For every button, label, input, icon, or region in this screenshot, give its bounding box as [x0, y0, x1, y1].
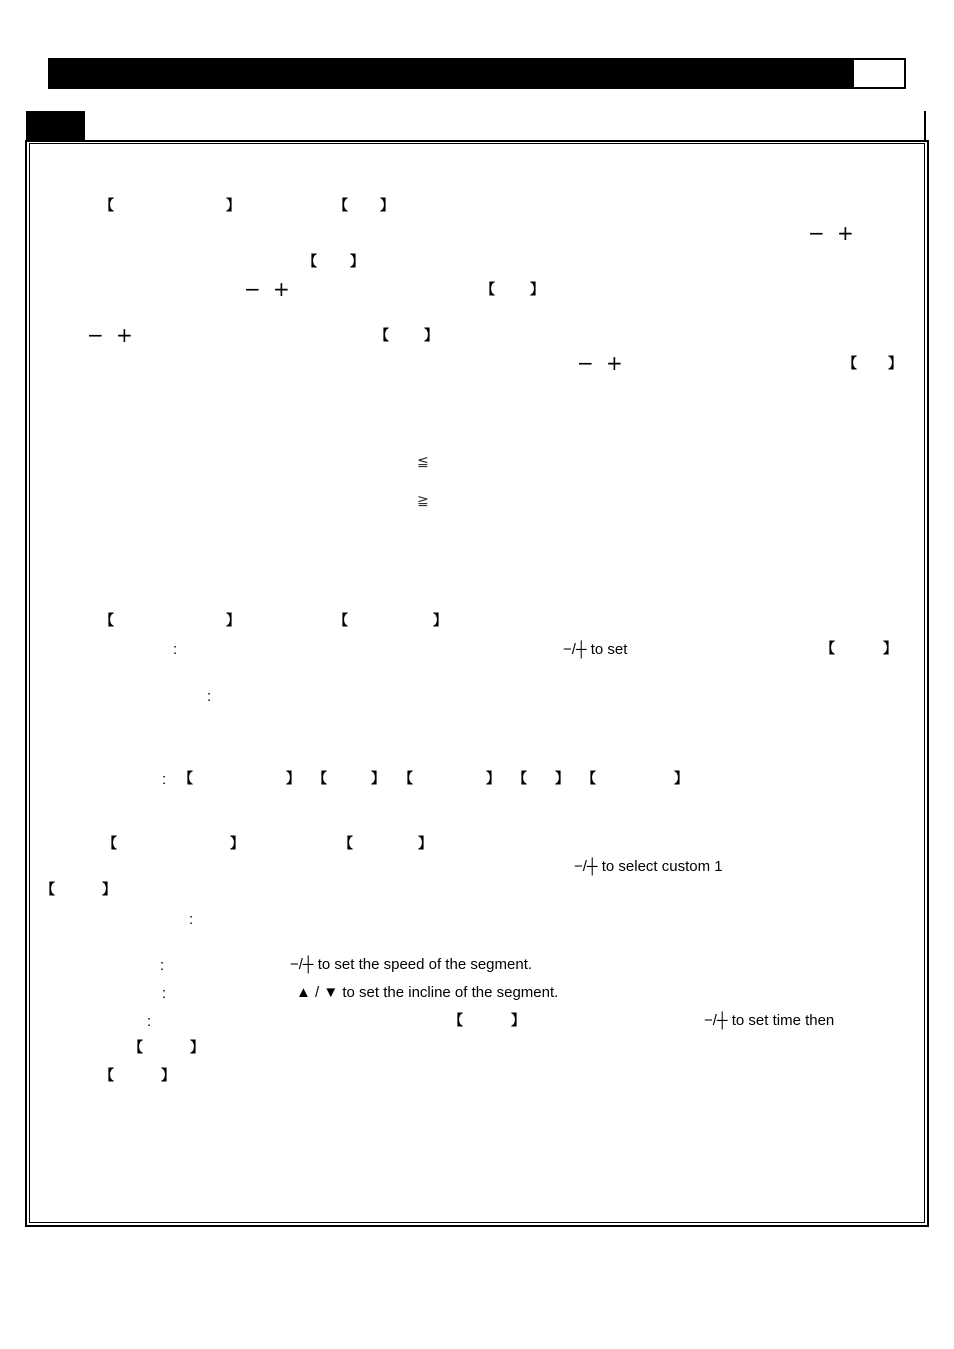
instruction-incline: ▲ / ▼ to set the incline of the segment.	[296, 984, 559, 1001]
header-bar	[48, 58, 906, 89]
bracket-close: 】	[380, 198, 394, 214]
minus-symbol: −	[577, 351, 594, 375]
colon: :	[207, 688, 212, 705]
bracket-close: 】	[350, 254, 364, 270]
content-frame-inner	[29, 143, 925, 1223]
bracket-close: 】	[674, 771, 688, 787]
instruction-to-set: −/┼ to set	[563, 641, 628, 658]
bracket-close: 】	[424, 328, 438, 344]
colon: :	[162, 771, 167, 788]
bracket-close: 】	[371, 771, 385, 787]
bracket-open: 【	[313, 771, 327, 787]
bracket-close: 】	[433, 613, 447, 629]
bracket-open: 【	[334, 198, 348, 214]
bracket-open: 【	[103, 836, 117, 852]
bracket-close: 】	[102, 882, 116, 898]
instruction-time: −/┼ to set time then	[704, 1012, 835, 1029]
bracket-open: 【	[100, 1068, 114, 1084]
bracket-close: 】	[555, 771, 569, 787]
section-edge	[924, 111, 926, 141]
minus-symbol: −	[808, 221, 825, 245]
bracket-open: 【	[582, 771, 596, 787]
bracket-open: 【	[129, 1040, 143, 1056]
colon: :	[160, 957, 165, 974]
bracket-open: 【	[821, 641, 835, 657]
bracket-close: 】	[226, 613, 240, 629]
instruction-speed: −/┼ to set the speed of the segment.	[290, 956, 533, 973]
plus-symbol: +	[606, 351, 623, 375]
colon: :	[189, 911, 194, 928]
bracket-close: 】	[418, 836, 432, 852]
bracket-open: 【	[303, 254, 317, 270]
colon: :	[147, 1013, 152, 1030]
bracket-open: 【	[334, 613, 348, 629]
bracket-open: 【	[179, 771, 193, 787]
bracket-close: 】	[226, 198, 240, 214]
instruction-select-custom: −/┼ to select custom 1	[574, 858, 723, 875]
bracket-open: 【	[100, 613, 114, 629]
bracket-open: 【	[41, 882, 55, 898]
minus-symbol: −	[244, 277, 261, 301]
bracket-open: 【	[399, 771, 413, 787]
bracket-open: 【	[843, 356, 857, 372]
bracket-open: 【	[375, 328, 389, 344]
minus-symbol: −	[87, 323, 104, 347]
section-tab	[26, 111, 85, 141]
bracket-close: 】	[161, 1068, 175, 1084]
bracket-close: 】	[888, 356, 902, 372]
bracket-close: 】	[230, 836, 244, 852]
bracket-close: 】	[286, 771, 300, 787]
bracket-close: 】	[190, 1040, 204, 1056]
page-number-box	[852, 60, 904, 87]
less-equal-symbol: ≦	[417, 454, 429, 470]
plus-symbol: +	[116, 323, 133, 347]
bracket-open: 【	[481, 282, 495, 298]
bracket-open: 【	[100, 198, 114, 214]
plus-symbol: +	[837, 221, 854, 245]
colon: :	[173, 641, 178, 658]
bracket-open: 【	[513, 771, 527, 787]
greater-equal-symbol: ≧	[417, 493, 429, 509]
bracket-close: 】	[511, 1013, 525, 1029]
plus-symbol: +	[273, 277, 290, 301]
bracket-open: 【	[339, 836, 353, 852]
bracket-close: 】	[486, 771, 500, 787]
bracket-close: 】	[530, 282, 544, 298]
colon: :	[162, 985, 167, 1002]
bracket-open: 【	[449, 1013, 463, 1029]
bracket-close: 】	[883, 641, 897, 657]
